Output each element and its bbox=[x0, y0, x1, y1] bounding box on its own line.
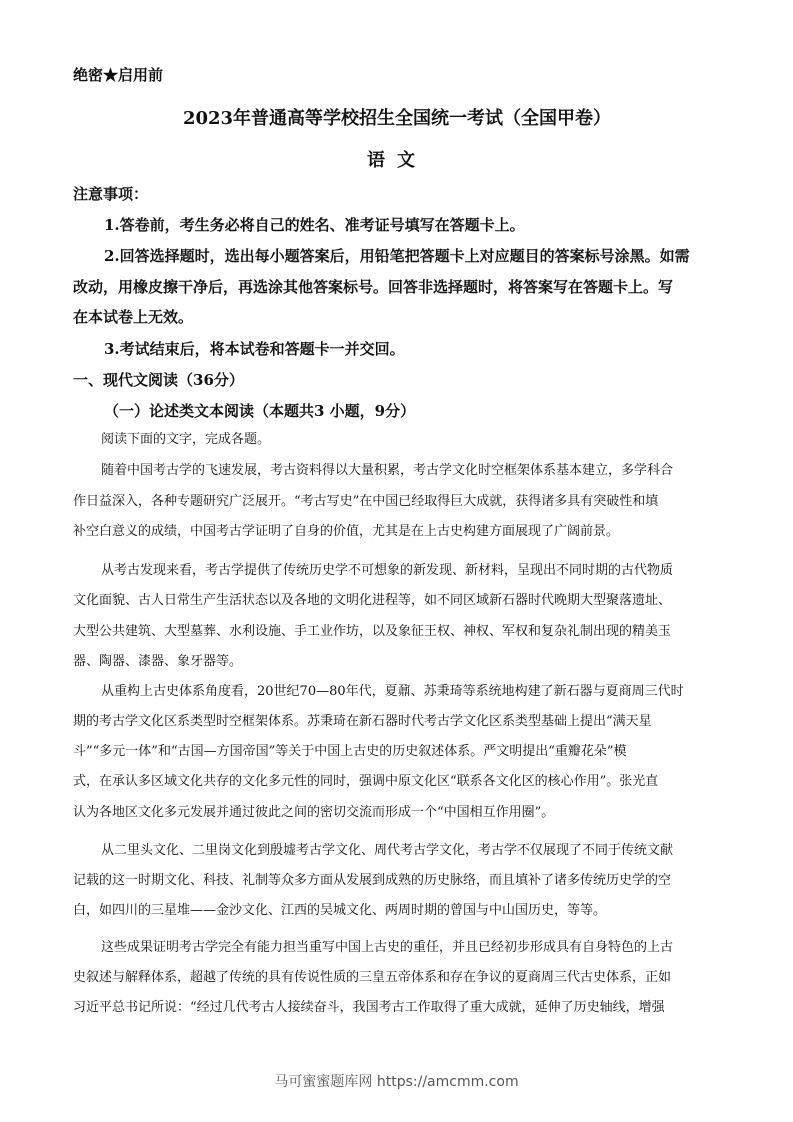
exam-title: 2023年普通高等学校招生全国统一考试（全国甲卷） bbox=[182, 108, 612, 129]
note-line: 在本试卷上无效。 bbox=[73, 308, 194, 326]
instruction-text: 阅读下面的文字，完成各题。 bbox=[101, 432, 271, 447]
passage-line: 期的考古学文化区系类型时空框架体系。苏秉琦在新石器时代考古学文化区系类型基础上提出“满天星 bbox=[73, 714, 652, 729]
passage-line: 认为各地区文化多元发展并通过彼此之间的密切交流而形成一个“中国相互作用圈”。 bbox=[73, 805, 555, 820]
passage-line: 从二里头文化、二里岗文化到殷墟考古学文化、周代考古学文化，考古学不仅展现了不同于传统文献 bbox=[101, 843, 674, 858]
passage-line: 从重构上古史体系角度看，20世纪70—80年代，夏鼐、苏秉琦等系统地构建了新石器与夏商周三代时 bbox=[101, 684, 684, 699]
passage-line: 从考古发现来看，考古学提供了传统历史学不可想象的新发现、新材料，呈现出不同时期的古代物质 bbox=[101, 563, 674, 578]
notes-heading: 注意事项： bbox=[73, 185, 149, 203]
note-line: 2.回答选择题时，选出每小题答案后，用铅笔把答题卡上对应题目的答案标号涂黑。如需 bbox=[104, 247, 690, 265]
passage-line: 文化面貌、古人日常生产生活状态以及各地的文明化进程等，如不同区域新石器时代晚期大型聚落遗址、 bbox=[73, 593, 672, 608]
secret-label: 绝密★启用前 bbox=[73, 66, 164, 84]
passage-line: 补空白意义的成绩，中国考古学证明了自身的价值，尤其是在上古史构建方面展现了广阔前景。 bbox=[73, 524, 620, 539]
passage-line: 斗”“多元一体”和“古国—方国帝国”等关于中国上古史的历史叙述体系。严文明提出“重瓣花朵”模 bbox=[73, 744, 627, 759]
passage-line: 随着中国考古学的飞速发展，考古资料得以大量积累，考古学文化时空框架体系基本建立，多学科合 bbox=[101, 463, 674, 478]
passage-line: 器、陶器、漆器、象牙器等。 bbox=[73, 654, 243, 669]
footer-watermark: 马可蜜蜜题库网 https://amcmm.com bbox=[274, 1074, 519, 1090]
subject-title: 语文 bbox=[367, 150, 427, 171]
passage-line: 记载的这一时期文化、科技、礼制等众多方面从发展到成熟的历史脉络，而且填补了诸多传统历史学的空 bbox=[73, 873, 672, 888]
passage-line: 白，如四川的三星堆——金沙文化、江西的吴城文化、两周时期的曾国与中山国历史，等等。 bbox=[73, 903, 607, 918]
section-title: 一、现代文阅读（36分） bbox=[73, 371, 244, 389]
passage-line: 式，在承认多区域文化共存的文化多元性的同时，强调中原文化区“联系各文化区的核心作用”。张光直 bbox=[73, 774, 659, 789]
passage-line: 这些成果证明考古学完全有能力担当重写中国上古史的重任，并且已经初步形成具有自身特色的上古 bbox=[101, 940, 674, 955]
note-line: 3.考试结束后，将本试卷和答题卡一并交回。 bbox=[104, 340, 405, 358]
note-line: 改动，用橡皮擦干净后，再选涂其他答案标号。回答非选择题时，将答案写在答题卡上。写 bbox=[73, 278, 674, 296]
passage-line: 习近平总书记所说：“经过几代考古人接续奋斗，我国考古工作取得了重大成就，延伸了历史轴线，增强 bbox=[73, 1000, 665, 1015]
note-line: 1.答卷前，考生务必将自己的姓名、准考证号填写在答题卡上。 bbox=[104, 216, 525, 234]
passage-line: 作日益深入，各种专题研究广泛展开。“考古写史”在中国已经取得巨大成就，获得诸多具有突破性和填 bbox=[73, 494, 659, 509]
section-subtitle: （一）论述类文本阅读（本题共3 小题，9分） bbox=[104, 402, 416, 420]
passage-line: 大型公共建筑、大型墓葬、水利设施、手工业作坊，以及象征王权、神权、军权和复杂礼制出现的精美玉 bbox=[73, 624, 672, 639]
passage-line: 史叙述与解释体系，超越了传统的具有传说性质的三皇五帝体系和存在争议的夏商周三代古史体系，正如 bbox=[73, 970, 672, 985]
